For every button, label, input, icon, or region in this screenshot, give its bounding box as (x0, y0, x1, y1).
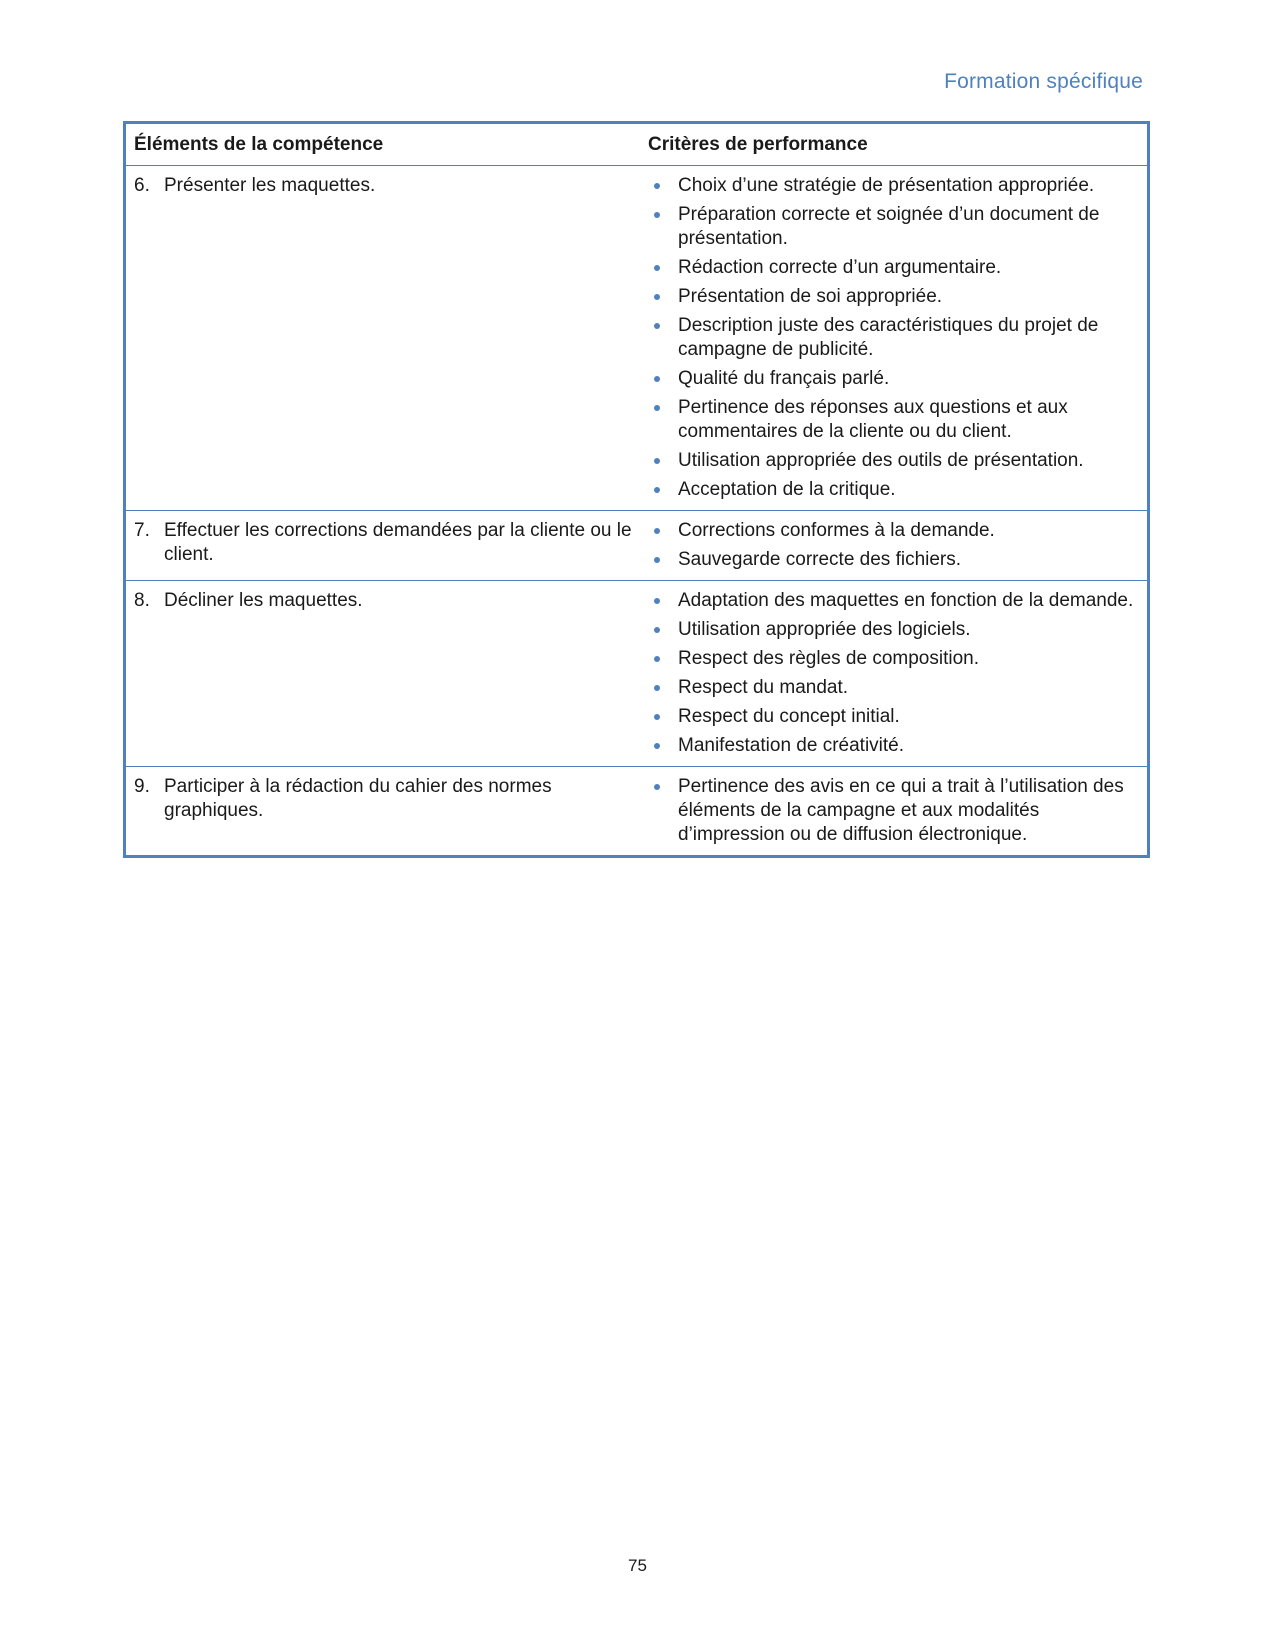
element-number: 8. (134, 590, 150, 611)
element-cell (125, 511, 641, 581)
criteria-text: Respect du mandat. (678, 677, 849, 698)
page-header-title: Formation spécifique (944, 70, 1143, 93)
criteria-list (648, 775, 1139, 847)
competence-table (123, 121, 1150, 858)
bullet-icon (654, 598, 660, 604)
criteria-item (648, 519, 1139, 543)
bullet-icon (654, 323, 660, 329)
bullet-icon (654, 557, 660, 563)
bullet-icon (654, 265, 660, 271)
bullet-icon (654, 487, 660, 493)
element-text: Participer à la rédaction du cahier des normes graphiques. (164, 776, 552, 821)
table-row (125, 166, 1149, 511)
table-row (125, 581, 1149, 767)
criteria-item (648, 367, 1139, 391)
bullet-icon (654, 405, 660, 411)
criteria-text: Adaptation des maquettes en fonction de la demande. (678, 590, 1134, 611)
criteria-text: Respect du concept initial. (678, 706, 900, 727)
criteria-text: Pertinence des avis en ce qui a trait à l’utilisation des éléments de la campagne et aux modalités d’impression ou de diffusion électronique. (678, 776, 1124, 845)
criteria-text: Manifestation de créativité. (678, 735, 905, 756)
criteria-item (648, 314, 1139, 362)
element-text: Présenter les maquettes. (164, 175, 376, 196)
bullet-icon (654, 376, 660, 382)
criteria-text: Qualité du français parlé. (678, 368, 890, 389)
table-row (125, 767, 1149, 857)
criteria-item (648, 174, 1139, 198)
bullet-icon (654, 685, 660, 691)
criteria-item (648, 449, 1139, 473)
bullet-icon (654, 656, 660, 662)
bullet-icon (654, 212, 660, 218)
criteria-item (648, 285, 1139, 309)
element-text: Effectuer les corrections demandées par la cliente ou le client. (164, 520, 632, 565)
table-header (125, 123, 1149, 166)
criteria-item (648, 734, 1139, 758)
element-number: 9. (134, 776, 150, 797)
bullet-icon (654, 743, 660, 749)
criteria-list (648, 589, 1139, 758)
column-header-elements: Éléments de la compétence (125, 123, 641, 166)
criteria-text: Présentation de soi appropriée. (678, 286, 943, 307)
criteria-text: Utilisation appropriée des logiciels. (678, 619, 971, 640)
criteria-item (648, 256, 1139, 280)
element-cell (125, 581, 641, 767)
criteria-text: Préparation correcte et soignée d’un document de présentation. (678, 204, 1100, 249)
element-cell (125, 166, 641, 511)
bullet-icon (654, 627, 660, 633)
table-row (125, 511, 1149, 581)
criteria-list (648, 519, 1139, 572)
criteria-cell (640, 581, 1149, 767)
criteria-cell (640, 767, 1149, 857)
criteria-list (648, 174, 1139, 502)
criteria-text: Corrections conformes à la demande. (678, 520, 995, 541)
criteria-item (648, 548, 1139, 572)
element-number: 6. (134, 175, 150, 196)
bullet-icon (654, 458, 660, 464)
element-cell (125, 767, 641, 857)
criteria-text: Rédaction correcte d’un argumentaire. (678, 257, 1002, 278)
criteria-item (648, 676, 1139, 700)
bullet-icon (654, 294, 660, 300)
criteria-item (648, 478, 1139, 502)
criteria-text: Pertinence des réponses aux questions et aux commentaires de la cliente ou du client. (678, 397, 1068, 442)
bullet-icon (654, 528, 660, 534)
criteria-cell (640, 511, 1149, 581)
table-header-row (125, 123, 1149, 166)
criteria-text: Utilisation appropriée des outils de présentation. (678, 450, 1084, 471)
criteria-cell (640, 166, 1149, 511)
bullet-icon (654, 183, 660, 189)
criteria-item (648, 705, 1139, 729)
criteria-item (648, 647, 1139, 671)
criteria-text: Respect des règles de composition. (678, 648, 979, 669)
criteria-text: Choix d’une stratégie de présentation appropriée. (678, 175, 1095, 196)
element-text: Décliner les maquettes. (164, 590, 363, 611)
criteria-item (648, 396, 1139, 444)
column-header-criteria: Critères de performance (640, 123, 1149, 166)
bullet-icon (654, 784, 660, 790)
table-body (125, 166, 1149, 857)
bullet-icon (654, 714, 660, 720)
element-number: 7. (134, 520, 150, 541)
criteria-item (648, 618, 1139, 642)
page-number: 75 (628, 1556, 647, 1575)
criteria-text: Sauvegarde correcte des fichiers. (678, 549, 962, 570)
criteria-item (648, 775, 1139, 847)
criteria-text: Description juste des caractéristiques du projet de campagne de publicité. (678, 315, 1099, 360)
criteria-item (648, 589, 1139, 613)
criteria-item (648, 203, 1139, 251)
criteria-text: Acceptation de la critique. (678, 479, 896, 500)
